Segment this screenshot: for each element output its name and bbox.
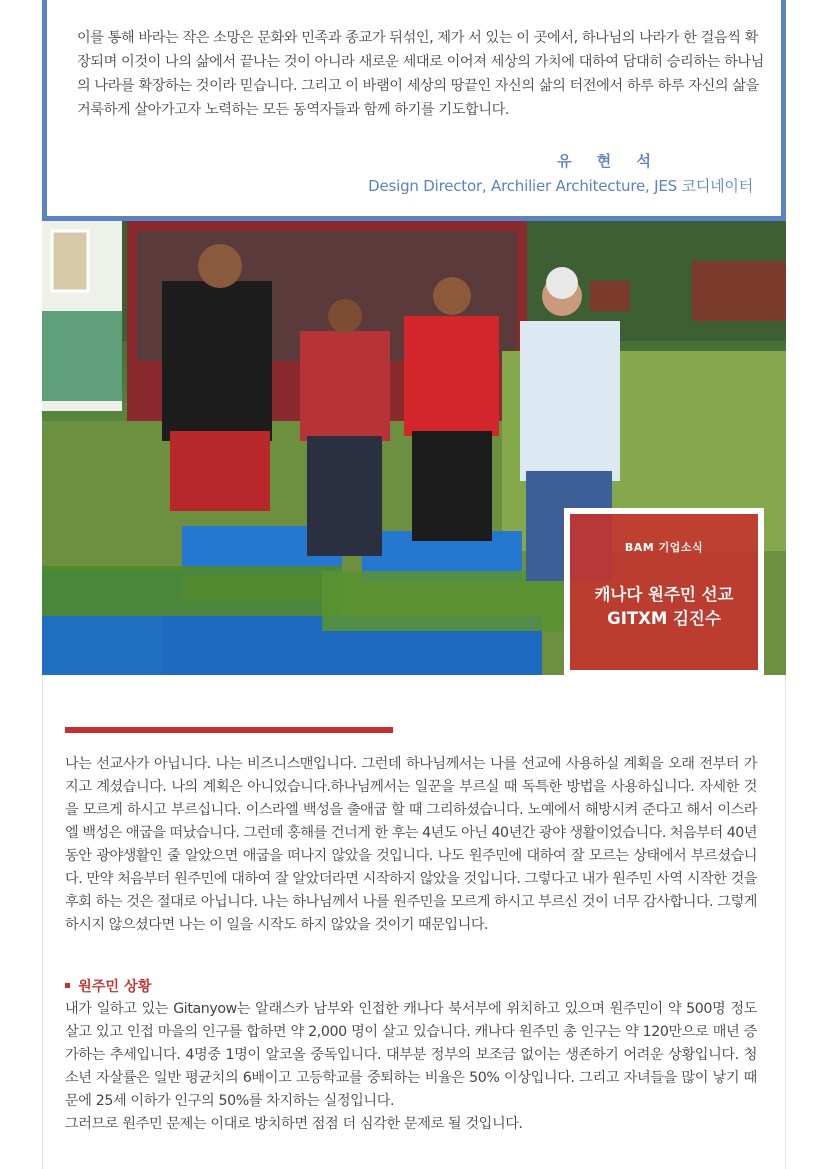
badge-title: [570, 583, 758, 631]
bullet-square-icon: [65, 983, 70, 988]
author-name: 유 현 석: [557, 152, 661, 170]
intro-paragraph: 이를 통해 바라는 작은 소망은 문화와 민족과 종교가 뒤섞인, 제가 서 있는 이 곳에서, 하나님의 나라가 한 걸음씩 확장되며 이것이 나의 삶에서 끝나는 것이 아니라 새로운 세대로 이어져 세상의 가치에 대하여 담대히 승리하는 하나님의 나라를 확장하는 것이라 믿습니다. 그리고 이 바램이 세상의 땅끝인 자신의 삶의 터전에서 하루 하루 자신의 삶을 거룩하게 살아가고자 노력하는 모든 동역자들과 함께 하기를 기도합니다.: [77, 30, 764, 118]
intro-quote-box: [42, 0, 786, 221]
article-badge: [564, 508, 764, 675]
author-title: Design Director, Archilier Architecture, JES 코디네이터: [368, 177, 753, 195]
section-heading: [65, 976, 151, 996]
article-body: [65, 753, 757, 937]
section-paragraph-2: 그러므로 원주민 문제는 이대로 방치하면 점점 더 심각한 문제로 될 것입니다.: [65, 1116, 523, 1132]
badge-title-line1: 캐나다 원주민 선교: [594, 585, 734, 604]
intro-paragraph-container: [77, 26, 767, 122]
badge-tag: BAM 기업소식: [624, 541, 704, 554]
article-content: [42, 675, 786, 1169]
badge-title-line2: GITXM 김진수: [607, 609, 721, 628]
section-body: [65, 998, 757, 1136]
section-divider-bar: [65, 727, 393, 733]
article-paragraph: 나는 선교사가 아닙니다. 나는 비즈니스맨입니다. 그런데 하나님께서는 나를 선교에 사용하실 계획을 오래 전부터 가지고 계셨습니다. 나의 계획은 아니었습니다.하나님께서는 일꾼을 부르실 때 독특한 방법을 사용하십니다. 자세한 것을 모르게 하시고 부르십니다. 이스라엘 백성을 출애굽 할 때 그리하셨습니다. 노예에서 해방시켜 준다고 해서 이스라엘 백성은 애굽을 떠났습니다. 그런데 홍해를 건너게 한 후는 4년도 아닌 40년간 광야 생활이었습니다. 처음부터 40년 동안 광야생활인 줄 알았으면 애굽을 떠나지 않았을 것입니다. 나도 원주민에 대하여 잘 모르는 상태에서 부르셨습니다. 만약 처음부터 원주민에 대하여 잘 알았더라면 시작하지 않았을 것입니다. 그렇다고 내가 원주민 사역 시작한 것을 후회 하는 것은 절대로 아닙니다. 나는 하나님께서 나를 원주민을 모르게 하시고 부르신 것이 너무 감사합니다. 그렇게 하시지 않으셨다면 나는 이 일을 시작도 하지 않았을 것이기 때문입니다.: [65, 756, 757, 933]
section-paragraph: 내가 일하고 있는 Gitanyow는 알래스카 남부와 인접한 캐나다 북서부에 위치하고 있으며 원주민이 약 500명 정도 살고 있고 인접 마을의 인구를 합하면 약 2,000 명이 살고 있습니다. 캐나다 원주민 총 인구는 약 120만으로 매년 증가하는 추세입니다. 4명중 1명이 알코올 중독입니다. 대부분 정부의 보조금 없이는 생존하기 어려운 상황입니다. 청소년 자살률은 일반 평균치의 6배이고 고등학교를 중퇴하는 비율은 50% 이상입니다. 그리고 자녀들을 많이 낳기 때문에 25세 이하가 인구의 50%를 차지하는 실정입니다.: [65, 1001, 757, 1109]
section-heading-label: 원주민 상황: [78, 979, 152, 995]
group-photo: [42, 221, 786, 675]
